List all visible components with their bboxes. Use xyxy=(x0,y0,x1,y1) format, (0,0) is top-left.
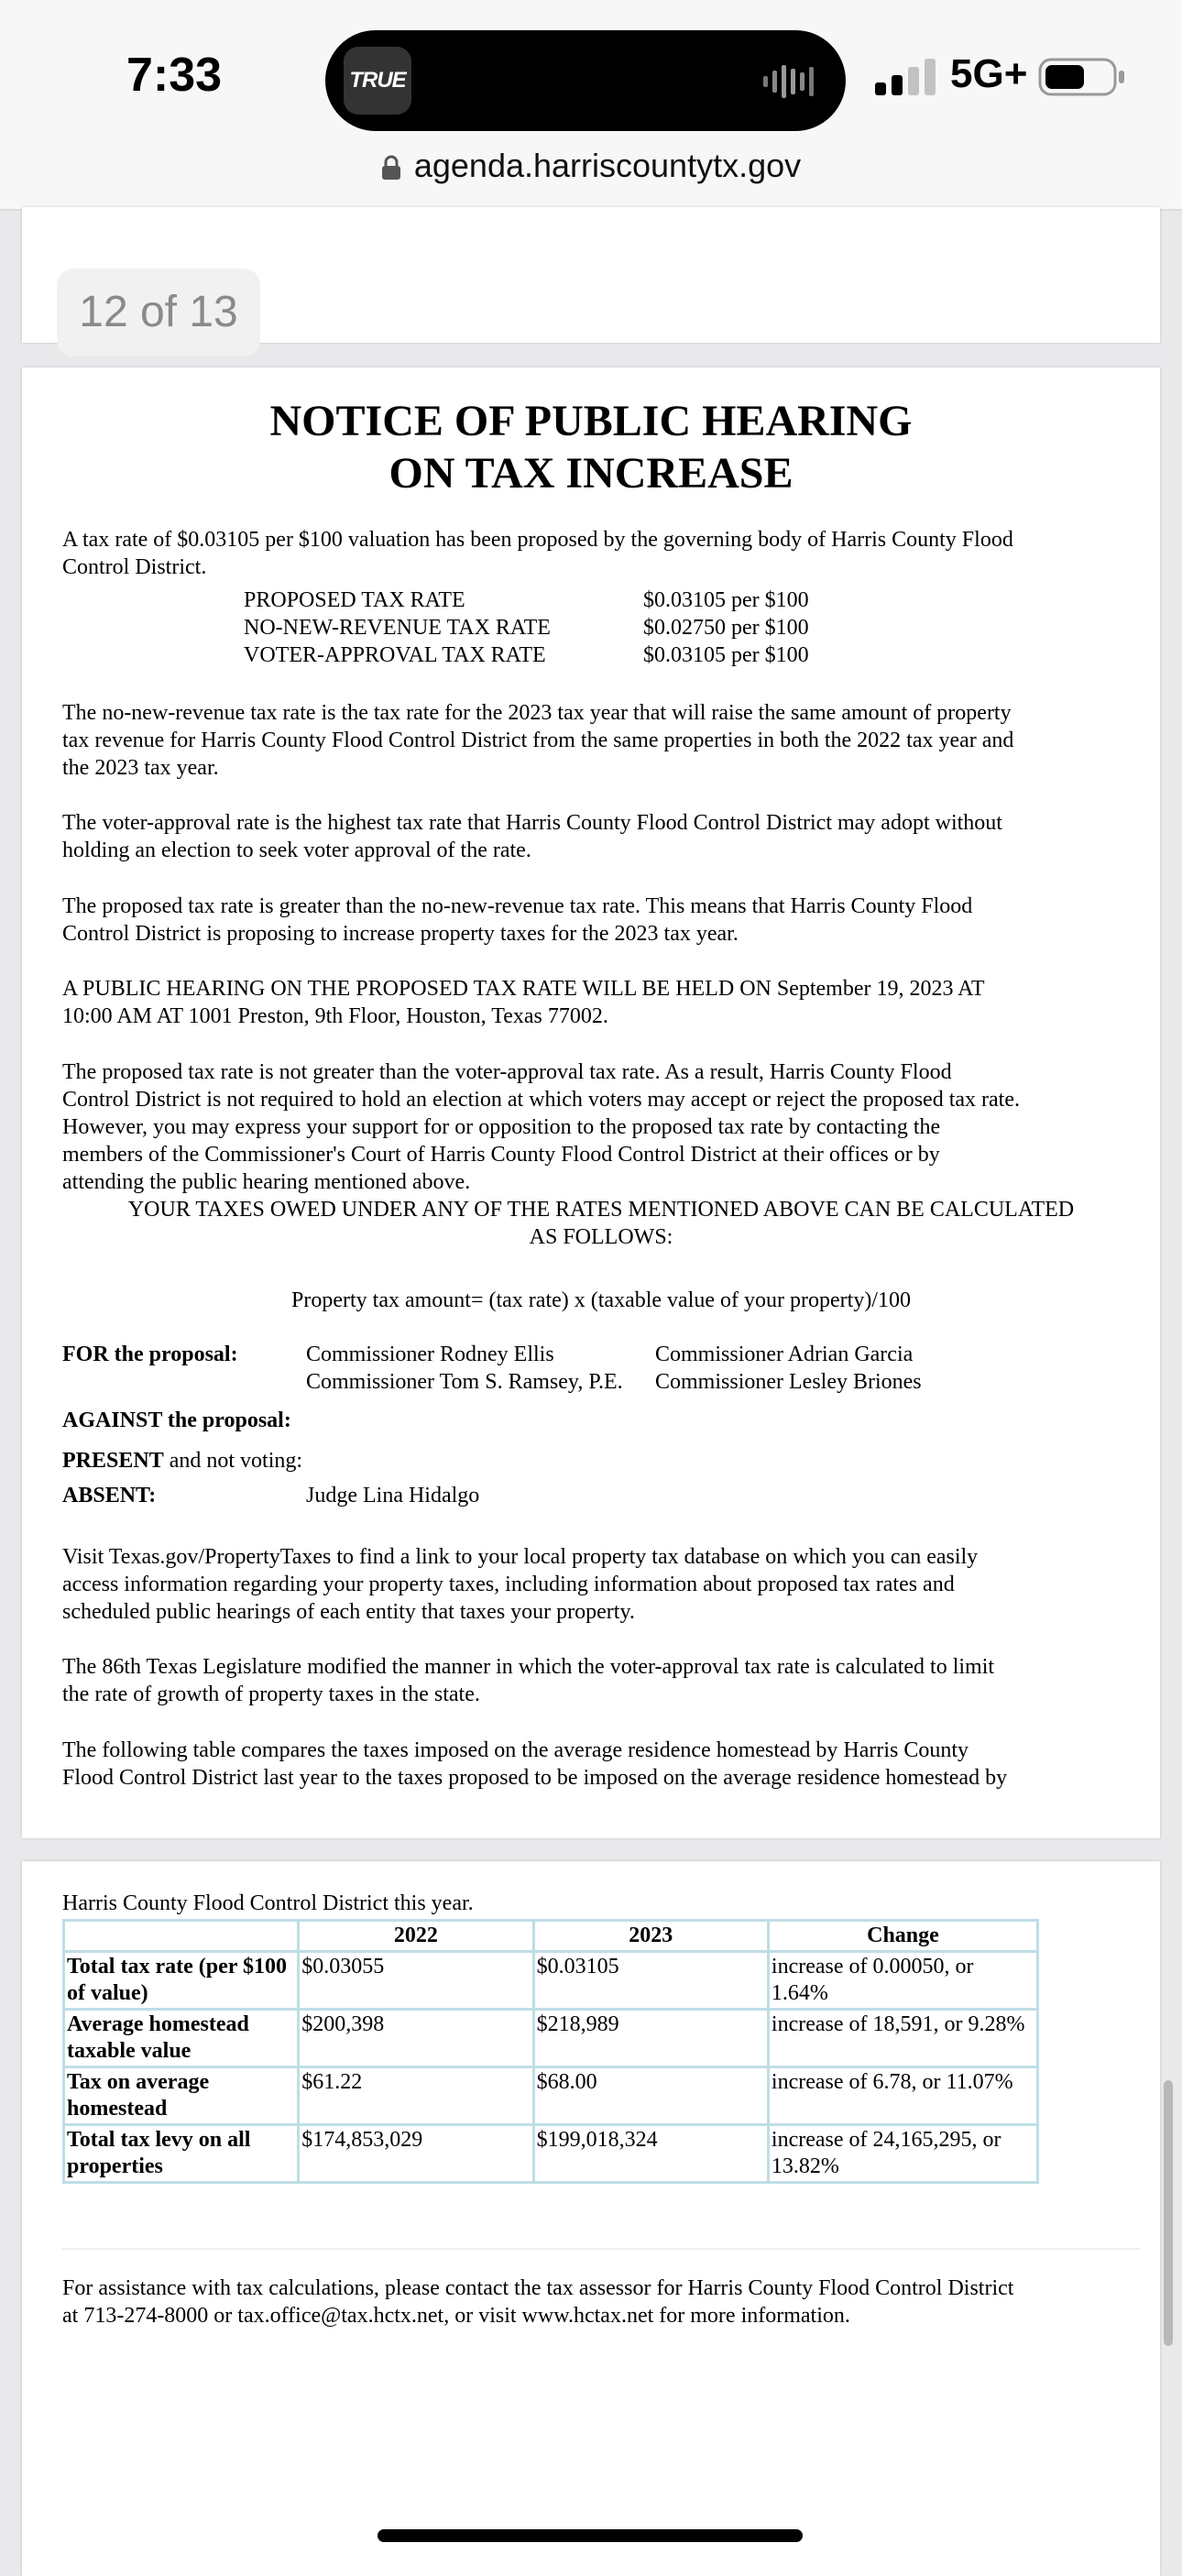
table-cell: increase of 18,591, or 9.28% xyxy=(768,2010,1037,2067)
table-cell: $68.00 xyxy=(533,2067,768,2125)
against-label: AGAINST the proposal: xyxy=(62,1409,291,1432)
table-header-row xyxy=(64,1921,1038,1952)
scrollbar-thumb[interactable] xyxy=(1164,2080,1173,2346)
text-line: tax revenue for Harris County Flood Control District from the same properties in both the 2022 tax year and xyxy=(62,729,1014,752)
member-name: Judge Lina Hidalgo xyxy=(306,1484,480,1507)
text-line: The following table compares the taxes imposed on the average residence homestead by Harris County xyxy=(62,1738,969,1762)
text-line: The proposed tax rate is greater than the no-new-revenue tax rate. This means that Harris County Flood xyxy=(62,894,973,918)
home-indicator[interactable] xyxy=(378,2529,803,2542)
divider xyxy=(62,2248,1140,2250)
notice-title xyxy=(22,395,1160,499)
page-indicator: 12 of 13 xyxy=(57,269,260,356)
battery-icon xyxy=(1038,58,1126,96)
app-icon: TRUE xyxy=(344,47,411,115)
table-intro-paragraph xyxy=(62,1737,1140,1792)
tax-formula: Property tax amount= (tax rate) x (taxable value of your property)/100 xyxy=(291,1288,911,1312)
greater-rate-paragraph xyxy=(62,893,1140,948)
text-line: For assistance with tax calculations, please contact the tax assessor for Harris County Flood Control District xyxy=(62,2276,1014,2300)
row-label: Average homestead taxable value xyxy=(67,2012,249,2063)
url-text: agenda.harriscountytx.gov xyxy=(413,147,802,184)
member-name: Commissioner Tom S. Ramsey, P.E. xyxy=(306,1370,623,1394)
table-row xyxy=(64,2125,1038,2183)
text-line: The 86th Texas Legislature modified the manner in which the voter-approval tax rate is calculated to limit xyxy=(62,1655,995,1679)
text-line: YOUR TAXES OWED UNDER ANY OF THE RATES MENTIONED ABOVE CAN BE CALCULATED xyxy=(127,1198,1075,1222)
present-label-bold: PRESENT xyxy=(62,1449,164,1473)
text-line: The proposed tax rate is not greater than the voter-approval tax rate. As a result, Harris County Flood xyxy=(62,1060,952,1084)
legislature-paragraph xyxy=(62,1653,1140,1708)
text-line: at 713-274-8000 or tax.office@tax.hctx.net, or visit www.hctax.net for more information. xyxy=(62,2304,850,2328)
table-cell: increase of 24,165,295, or 13.82% xyxy=(768,2125,1037,2183)
column-header: 2023 xyxy=(533,1921,768,1952)
clock: 7:33 xyxy=(126,49,223,102)
text-line: the 2023 tax year. xyxy=(62,756,219,780)
text-line: access information regarding your property taxes, including information about proposed tax rates and xyxy=(62,1573,955,1596)
text-line: Control District. xyxy=(62,555,207,579)
column-header: Change xyxy=(768,1921,1037,1952)
rate-label: VOTER-APPROVAL TAX RATE xyxy=(244,643,546,667)
text-line: Visit Texas.gov/PropertyTaxes to find a link to your local property tax database on which you can easily xyxy=(62,1545,979,1569)
table-row xyxy=(64,1952,1038,2010)
text-line: holding an election to seek voter approval of the rate. xyxy=(62,839,531,862)
for-label: FOR the proposal: xyxy=(62,1343,238,1366)
table-cell: $174,853,029 xyxy=(299,2125,533,2183)
text-line: AS FOLLOWS: xyxy=(529,1225,673,1249)
table-cell: increase of 6.78, or 11.07% xyxy=(768,2067,1037,2125)
table-row xyxy=(64,2010,1038,2067)
text-line: the rate of growth of property taxes in the state. xyxy=(62,1683,480,1706)
calculation-heading xyxy=(62,1196,1140,1251)
text-line: attending the public hearing mentioned above. xyxy=(62,1170,471,1194)
text-line: A tax rate of $0.03105 per $100 valuation has been proposed by the governing body of Harris County Flood xyxy=(62,528,1013,552)
rate-label: PROPOSED TAX RATE xyxy=(244,588,465,612)
present-label xyxy=(62,1447,302,1474)
row-label: Total tax levy on all properties xyxy=(67,2128,251,2178)
table-cell: $61.22 xyxy=(299,2067,533,2125)
text-line: The no-new-revenue tax rate is the tax rate for the 2023 tax year that will raise the same amount of property xyxy=(62,701,1012,725)
text-line: Control District is not required to hold an election at which voters may accept or reject the proposed tax rate. xyxy=(62,1088,1020,1112)
pdf-page-comparison xyxy=(22,1861,1160,2576)
rate-label: NO-NEW-REVENUE TAX RATE xyxy=(244,616,551,640)
text-line: 10:00 AM AT 1001 Preston, 9th Floor, Houston, Texas 77002. xyxy=(62,1004,608,1028)
column-header xyxy=(64,1921,299,1952)
address-bar[interactable] xyxy=(0,147,1182,185)
no-new-revenue-paragraph xyxy=(62,699,1140,782)
dynamic-island[interactable] xyxy=(325,30,846,131)
member-name: Commissioner Adrian Garcia xyxy=(655,1343,914,1366)
table-cell: $199,018,324 xyxy=(533,2125,768,2183)
table-cell: $218,989 xyxy=(533,2010,768,2067)
tax-comparison-table xyxy=(62,1919,1039,2184)
table-row xyxy=(64,2067,1038,2125)
intro-paragraph xyxy=(62,526,1140,581)
lock-icon xyxy=(381,155,401,181)
member-name: Commissioner Lesley Briones xyxy=(655,1370,922,1394)
text-line: However, you may express your support for or opposition to the proposed tax rate by contacting the xyxy=(62,1115,941,1139)
title-line: NOTICE OF PUBLIC HEARING xyxy=(269,397,913,445)
table-cell: $0.03055 xyxy=(299,1952,533,2010)
pdf-page-notice xyxy=(22,367,1160,1838)
member-name: Commissioner Rodney Ellis xyxy=(306,1343,554,1366)
column-header: 2022 xyxy=(299,1921,533,1952)
text-line: The voter-approval rate is the highest tax rate that Harris County Flood Control District may adopt without xyxy=(62,811,1002,835)
table-cell: $0.03105 xyxy=(533,1952,768,2010)
title-line: ON TAX INCREASE xyxy=(389,449,793,498)
rate-value: $0.03105 per $100 xyxy=(643,643,809,667)
hearing-paragraph xyxy=(62,975,1140,1030)
table-cell: $200,398 xyxy=(299,2010,533,2067)
text-line: Flood Control District last year to the taxes proposed to be imposed on the average residence homestead by xyxy=(62,1766,1008,1790)
row-label: Tax on average homestead xyxy=(67,2070,210,2121)
table-cell: increase of 0.00050, or 1.64% xyxy=(768,1952,1037,2010)
voter-approval-paragraph xyxy=(62,809,1140,864)
text-line: Control District is proposing to increase property taxes for the 2023 tax year. xyxy=(62,922,739,946)
table-caption: Harris County Flood Control District this year. xyxy=(62,1891,474,1915)
present-label-rest: and not voting: xyxy=(163,1449,303,1473)
audio-waveform-icon xyxy=(761,63,820,100)
network-type: 5G+ xyxy=(950,51,1028,96)
absent-label: ABSENT: xyxy=(62,1484,157,1507)
assistance-paragraph xyxy=(62,2275,1140,2329)
rate-value: $0.03105 per $100 xyxy=(643,588,809,612)
text-line: members of the Commissioner's Court of Harris County Flood Control District at their offices or by xyxy=(62,1143,940,1167)
text-line: A PUBLIC HEARING ON THE PROPOSED TAX RATE WILL BE HELD ON September 19, 2023 AT xyxy=(62,977,985,1001)
row-label: Total tax rate (per $100 of value) xyxy=(67,1955,287,2005)
visit-paragraph xyxy=(62,1543,1140,1626)
not-greater-paragraph xyxy=(62,1058,1140,1196)
text-line: scheduled public hearings of each entity that taxes your property. xyxy=(62,1600,635,1624)
rate-value: $0.02750 per $100 xyxy=(643,616,809,640)
status-bar xyxy=(0,0,1182,211)
cellular-signal-icon xyxy=(875,59,937,95)
